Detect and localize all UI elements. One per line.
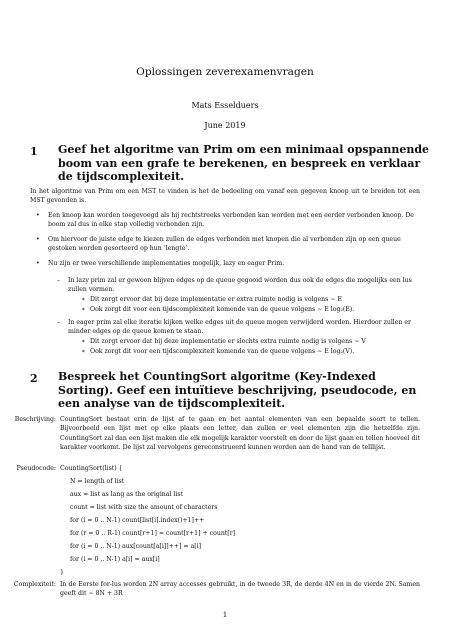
lazy-prim-item bbox=[57, 276, 420, 295]
star-bullet-icon: ∗ bbox=[81, 338, 86, 345]
pseudocode-label: Pseudocode: bbox=[16, 465, 56, 472]
lazy-point bbox=[81, 295, 420, 304]
eager-point bbox=[81, 347, 420, 356]
bullet-text: Om hiervoor de juiste edge te kiezen zullen de edges verbonden met knopen die al verbonden zijn op een queue gestoken worden gesorteerd op hun ‘lengte’. bbox=[48, 236, 401, 253]
lazy-point-text: Dit zorgt ervoor dat bij deze implementatie er extra ruimte nodig is volgens ∼ E bbox=[90, 296, 342, 303]
document-date: June 2019 bbox=[204, 121, 246, 130]
bullet-item bbox=[36, 211, 420, 230]
eager-prim-text: In eager prim zal elke iteratie kijken welke edges uit de queue mogen verwijderd worden. Hierdoor zullen er minder edges op de queue komen te staan. bbox=[68, 319, 412, 336]
bullet-icon: • bbox=[36, 236, 40, 243]
document-title: Oplossingen zeverexamenvragen bbox=[136, 66, 314, 78]
lazy-point bbox=[81, 305, 420, 314]
complexity-label: Complexiteit: bbox=[13, 581, 56, 588]
eager-point bbox=[81, 337, 420, 346]
star-bullet-icon: ∗ bbox=[81, 306, 86, 313]
pseudocode-line: count = list with size the amount of characters bbox=[70, 504, 218, 511]
pseudocode-line: for (i = 0 .. N-1) a[i] = aux[i] bbox=[70, 556, 160, 563]
pseudocode-line: } bbox=[60, 569, 64, 576]
pseudocode-line: for (i = 0 .. N-1) count[list[i].index()+1]++ bbox=[70, 517, 205, 524]
bullet-text: Nu zijn er twee verschillende implementaties mogelijk, lazy en eager Prim. bbox=[48, 260, 285, 267]
complexity-text: In de Eerste for-lus worden 2N array accesses gebruikt, in de tweede 3R, de derde 4N en in de vierde 2N. Samen geeft dit ∼ 8N + 3R bbox=[60, 581, 420, 598]
pseudocode-line: for (i = 0 .. N-1) aux[count[a[i]]++] = a[i] bbox=[70, 543, 202, 550]
eager-point-text: Ook zorgt dit voor een tijdscomplexiteit komende van de queue volgens ∼ E log₂(V). bbox=[90, 348, 355, 355]
dash-icon: – bbox=[57, 319, 61, 326]
star-bullet-icon: ∗ bbox=[81, 296, 86, 303]
section-2-title: Bespreek het CountingSort algoritme (Key-Indexed Sorting). Geef een intuïtieve beschrijving, pseudocode, en een analyse van de tijdscomplexiteit. bbox=[58, 370, 417, 410]
bullet-icon: • bbox=[36, 212, 40, 219]
dash-icon: – bbox=[57, 277, 61, 284]
page-number: 1 bbox=[222, 611, 228, 619]
section-2-number: 2 bbox=[30, 372, 38, 385]
lazy-point-text: Ook zorgt dit voor een tijdscomplexiteit komende van de queue volgens ∼ E log₂(E). bbox=[90, 306, 355, 313]
pseudocode-line: aux = list as lang as the original list bbox=[70, 491, 184, 498]
eager-point-text: Dit zorgt ervoor dat bij deze implementatie er slechts extra ruimte nodig is volgens ∼ V bbox=[90, 338, 366, 345]
bullet-text: Een knoop kan worden toegevoegd als hij rechtstreeks verbonden kan worden met een eerder verbonden knoop. De boom zal dus in elke stap volledig verbonden zijn. bbox=[48, 212, 414, 229]
document-author: Mats Esselduers bbox=[191, 101, 259, 110]
description-label: Beschrijving: bbox=[14, 416, 56, 423]
bullet-icon: • bbox=[36, 260, 40, 267]
section-1-title: Geef het algoritme van Prim om een minimaal opspannende boom van een grafe te berekenen, en bespreek en verklaar de tijdscomplexiteit. bbox=[58, 143, 430, 183]
lazy-prim-text: In lazy prim zal er gewoon blijven edges op de queue gegooid worden dus ook de edges die mogelijks een lus zullen vormen. bbox=[68, 277, 412, 294]
pseudocode-line: N = length of list bbox=[70, 478, 125, 485]
pseudocode-line: for (r = 0 .. R-1) count[r+1] = count[r+1] + count[r] bbox=[70, 530, 236, 537]
section-1-intro: In het algoritme van Prim om een MST te vinden is het de bedoeling om vanaf een gegeven knoop uit te breiden tot een MST gevonden is. bbox=[30, 188, 420, 205]
section-1-number: 1 bbox=[30, 145, 38, 158]
pseudocode-line: CountingSort(list) { bbox=[60, 465, 123, 472]
eager-prim-item bbox=[57, 318, 420, 337]
description-text: CountingSort bestaat erin de lijst af te gaan en het aantal elementen van een bepaalde soort te tellen. Bijvoorbeeld een lijst met op elke plaats een letter, dan zullen er veel elementen zijn die hetzelfde zijn. CountingSort zal dan een lijst maken die elk mogelijk karakter voorstelt en door de lijst gaan en tellen hoeveel dit karakter voorkomt. De lijst zal vervolgens gereconstrueerd kunnen worden aan de hand van de telllijst. bbox=[60, 416, 420, 452]
bullet-item bbox=[36, 235, 420, 254]
star-bullet-icon: ∗ bbox=[81, 348, 86, 355]
bullet-item bbox=[36, 259, 420, 268]
